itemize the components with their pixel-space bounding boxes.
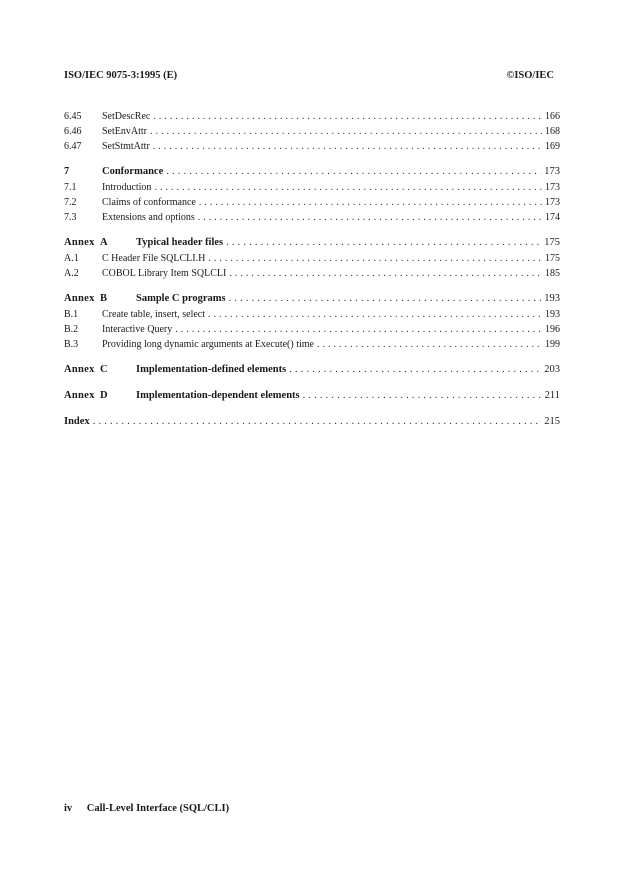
toc-entry-page: 196 [545, 324, 560, 335]
toc-entry-title: Introduction [102, 182, 152, 193]
dot-leader [289, 362, 541, 378]
dot-leader [198, 210, 542, 225]
toc-annex-title: Implementation-dependent elements [136, 390, 300, 401]
dot-leader [208, 307, 542, 322]
dot-leader [93, 414, 542, 430]
toc-group-annex-a [64, 235, 560, 281]
document-id: ISO/IEC 9075-3:1995 (E) [64, 70, 178, 81]
document-title: Call-Level Interface (SQL/CLI) [86, 803, 230, 814]
toc-annex-entry[interactable] [64, 388, 560, 404]
annex-word: Annex [64, 390, 95, 401]
toc-annex-page: 193 [544, 293, 560, 304]
toc-entry[interactable] [64, 195, 560, 210]
toc-annex-label [64, 235, 136, 251]
toc-entry-page: 193 [545, 309, 560, 320]
toc-entry-title: Extensions and options [102, 212, 195, 223]
toc-entry-number: B.2 [64, 324, 79, 335]
toc-entry-title: Providing long dynamic arguments at Execute() time [102, 339, 314, 350]
toc-group-annex-c [64, 362, 560, 378]
dot-leader [317, 337, 542, 352]
toc-annex-page: 203 [544, 364, 560, 375]
toc-entry-page: 166 [545, 111, 560, 122]
dot-leader [166, 164, 541, 180]
dot-leader [226, 235, 541, 251]
dot-leader [150, 124, 542, 139]
toc-index-page: 215 [544, 416, 560, 427]
toc-annex-entry[interactable] [64, 291, 560, 307]
toc-chapter-number: 7 [64, 166, 70, 177]
toc-entry-title: SetEnvAttr [102, 126, 147, 137]
dot-leader [154, 180, 542, 195]
toc-entry-title: COBOL Library Item SQLCLI [102, 268, 227, 279]
toc-annex-label [64, 291, 136, 307]
toc-entry[interactable] [64, 139, 560, 154]
toc-index-title: Index [64, 416, 90, 427]
dot-leader [153, 139, 542, 154]
toc-chapter-page: 173 [544, 166, 560, 177]
annex-word: Annex [64, 237, 95, 248]
toc-annex-title: Implementation-defined elements [136, 364, 287, 375]
toc-entry-title: Claims of conformance [102, 197, 196, 208]
toc-entry[interactable] [64, 180, 560, 195]
copyright-mark: ©ISO/IEC [506, 70, 554, 81]
toc-entry-page: 175 [545, 253, 560, 264]
toc-entry-title: SetStmtAttr [102, 141, 150, 152]
toc-annex-entry[interactable] [64, 362, 560, 378]
toc-annex-page: 175 [544, 237, 560, 248]
toc-entry-page: 169 [545, 141, 560, 152]
annex-word: Annex [64, 364, 95, 375]
dot-leader [229, 291, 542, 307]
page-header [64, 70, 554, 84]
toc-entry-page: 174 [545, 212, 560, 223]
toc-entry-number: B.3 [64, 339, 79, 350]
toc-chapter-entry[interactable] [64, 164, 560, 180]
toc-entry[interactable] [64, 124, 560, 139]
toc-entry[interactable] [64, 322, 560, 337]
annex-letter: D [99, 390, 108, 401]
annex-letter: A [99, 237, 108, 248]
annex-letter: C [99, 364, 108, 375]
dot-leader [208, 251, 542, 266]
page-number: iv [64, 803, 73, 814]
toc-annex-title: Sample C programs [136, 293, 226, 304]
page-footer [64, 803, 229, 814]
toc-entry-page: 168 [545, 126, 560, 137]
toc-entry-title: SetDescRec [102, 111, 151, 122]
toc-entry-page: 199 [545, 339, 560, 350]
toc-entry-number: 7.2 [64, 197, 77, 208]
dot-leader [229, 266, 542, 281]
table-of-contents [64, 109, 560, 440]
toc-entry-number: 6.47 [64, 141, 82, 152]
toc-entry-page: 173 [545, 197, 560, 208]
toc-entry-page: 173 [545, 182, 560, 193]
toc-entry[interactable] [64, 109, 560, 124]
toc-entry-title: Interactive Query [102, 324, 173, 335]
toc-group-annex-b [64, 291, 560, 352]
toc-annex-entry[interactable] [64, 235, 560, 251]
dot-leader [153, 109, 542, 124]
toc-group-index [64, 414, 560, 430]
toc-entry-number: 7.1 [64, 182, 77, 193]
toc-entry-number: A.1 [64, 253, 79, 264]
toc-entry-number: B.1 [64, 309, 79, 320]
toc-entry-number: 7.3 [64, 212, 77, 223]
annex-letter: B [99, 293, 107, 304]
toc-entry[interactable] [64, 337, 560, 352]
toc-group-section-6 [64, 109, 560, 154]
dot-leader [175, 322, 542, 337]
toc-annex-label [64, 388, 136, 404]
toc-entry[interactable] [64, 210, 560, 225]
toc-annex-page: 211 [544, 390, 560, 401]
toc-group-annex-d [64, 388, 560, 404]
toc-entry-number: 6.46 [64, 126, 82, 137]
toc-group-conformance [64, 164, 560, 225]
toc-entry[interactable] [64, 266, 560, 281]
toc-entry-number: 6.45 [64, 111, 82, 122]
annex-word: Annex [64, 293, 95, 304]
toc-entry[interactable] [64, 251, 560, 266]
toc-entry-number: A.2 [64, 268, 79, 279]
dot-leader [303, 388, 542, 404]
toc-chapter-title: Conformance [102, 166, 164, 177]
toc-entry-title: C Header File SQLCLI.H [102, 253, 206, 264]
dot-leader [199, 195, 542, 210]
toc-entry-title: Create table, insert, select [102, 309, 206, 320]
toc-annex-title: Typical header files [136, 237, 224, 248]
toc-entry[interactable] [64, 307, 560, 322]
toc-annex-label [64, 362, 136, 378]
toc-entry-page: 185 [545, 268, 560, 279]
toc-index-entry[interactable] [64, 414, 560, 430]
